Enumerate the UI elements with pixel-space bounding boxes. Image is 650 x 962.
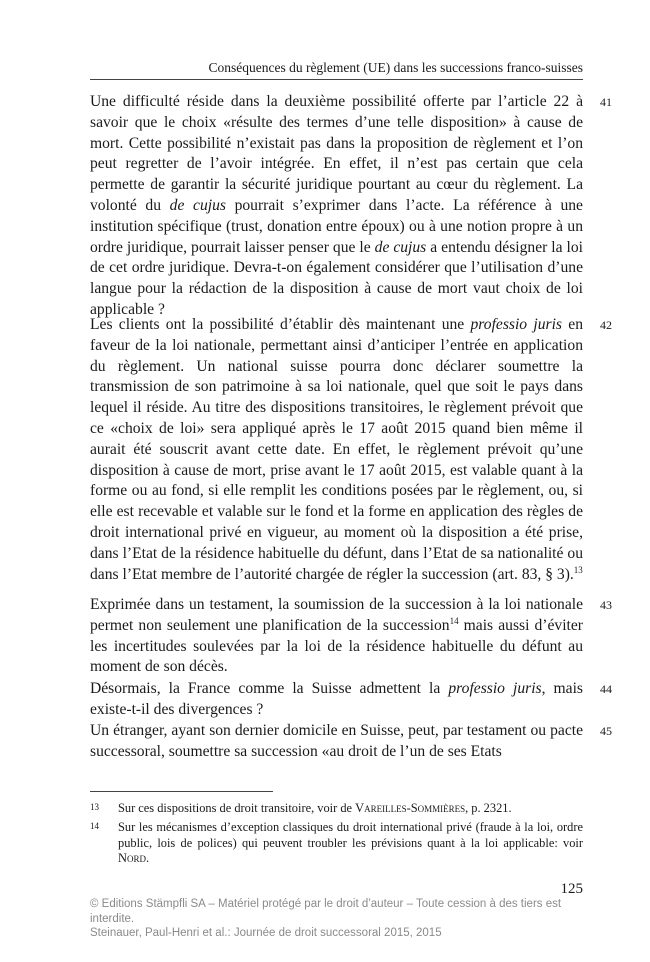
- paragraph-43: [90, 595, 583, 678]
- paragraph-44: [90, 679, 583, 721]
- text-run: Une difficulté réside dans la deuxième possibilité offerte par l’article 22 à savoir que le choix «résulte des termes d’une telle disposition» à cause de mort. Cette possibilité n’existait pas dans la proposition de règlement et l’on peut regretter de l’avoir intégrée. En effet, il n’est pas certain que cela permette de garantir la sécurité juridique pourtant au cœur du règlement. La volonté du: [90, 93, 583, 214]
- copyright-line: interdite.: [90, 912, 135, 925]
- copyright-notice: [90, 897, 583, 941]
- author-name: Vareilles-Sommières: [355, 801, 466, 815]
- text-run: en faveur de la loi nationale, permettant ainsi d’anticiper l’entrée en application du règlement. Un national suisse pourra donc déclarer soumettre la transmission de son patrimoine à sa loi nationale, quel que soit le pays dans lequel il réside. Au titre des dispositions transitoires, le règlement prévoit que ce «choix de loi» sera appliqué après le 17 août 2015 quand bien même il aurait été souscrit avant cette date. En effet, le règlement prévoit qu’une disposition à cause de mort, prise avant le 17 août 2015, est valable quant à la forme ou au fond, si elle remplit les conditions posées par le règlement, ou, si elle est recevable et valable sur le fond et la forme en application des règles de droit international privé en vigueur, au moment où la disposition a été prise, dans l’Etat de la résidence habituelle du défunt, dans l’Etat de sa nationalité ou dans l’Etat membre de l’autorité chargée de régler la succession (art. 83, § 3).: [90, 316, 584, 583]
- text-run: .: [145, 851, 150, 866]
- footnote-rule: [90, 791, 273, 792]
- text-run: , p. 2321.: [465, 801, 512, 815]
- text-run: pourrait s’exprimer dans l’acte. La référence à une institution spécifique (trust, donation entre époux) ou à une notion propre à un ordre juridique, pourrait laisser penser que le: [90, 196, 583, 256]
- copyright-source: Steinauer, Paul-Henri et al.: Journée de droit successoral 2015, 2015: [90, 927, 442, 939]
- italic-term: professio juris: [448, 680, 542, 697]
- text-run: Les clients ont la possibilité d’établir dès maintenant une: [90, 316, 471, 333]
- margin-number-44: 44: [600, 682, 612, 696]
- paragraph-41: [90, 92, 583, 321]
- footnote-ref: 14: [449, 615, 459, 626]
- text-run: a entendu désigner la loi de cet ordre juridique. Devra-t-on également considérer que l’utilisation d’une langue pour la rédaction de la disposition à cause de mort vaut choix de loi applicable ?: [90, 238, 583, 318]
- footnote-text: [118, 820, 583, 867]
- margin-number-42: 42: [600, 318, 612, 332]
- margin-number-45: 45: [600, 724, 612, 738]
- paragraph-42: [90, 315, 583, 585]
- header-rule: [90, 79, 583, 80]
- text-run: Sur les mécanismes d’exception classiques du droit international privé (fraude à la loi, ordre public, lois de polices) qui peuvent troubler les prévisions quant à la loi applicable: voir: [118, 820, 583, 850]
- author-name: Nord: [118, 851, 146, 866]
- text-run: Un étranger, ayant son dernier domicile en Suisse, peut, par testament ou pacte successoral, soumettre sa succession «au droit de l’un de ses Etats: [90, 722, 583, 760]
- text-run: Désormais, la France comme la Suisse admettent la: [90, 680, 449, 697]
- text-run: mais aussi d’éviter les incertitudes soulevées par la loi de la résidence habituelle du défunt au moment de son décès.: [90, 616, 583, 676]
- footnote-number: 13: [90, 802, 99, 812]
- margin-number-41: 41: [600, 95, 612, 109]
- margin-number-43: 43: [600, 598, 612, 612]
- italic-term: professio juris: [470, 316, 562, 333]
- running-header: Conséquences du règlement (UE) dans les successions franco-suisses: [208, 60, 583, 75]
- italic-term: de cujus: [374, 238, 427, 256]
- footnote-text: [118, 801, 583, 817]
- text-run: Sur ces dispositions de droit transitoire, voir de: [118, 801, 356, 815]
- footnote-14: [90, 820, 583, 867]
- page-number: 125: [560, 881, 583, 897]
- footnote-13: [90, 801, 583, 817]
- paragraph-45: [90, 721, 583, 763]
- text-run: Exprimée dans un testament, la soumission de la succession à la loi nationale permet non seulement une planification de la succession: [90, 596, 583, 634]
- footnote-number: 14: [90, 821, 99, 831]
- italic-term: de cujus: [169, 196, 226, 214]
- copyright-line: © Editions Stämpfli SA – Matériel protégé par le droit d’auteur – Toute cession à des tiers est: [90, 898, 562, 910]
- footnote-ref: 13: [573, 564, 583, 575]
- text-run: , mais existe-t-il des divergences ?: [90, 680, 583, 718]
